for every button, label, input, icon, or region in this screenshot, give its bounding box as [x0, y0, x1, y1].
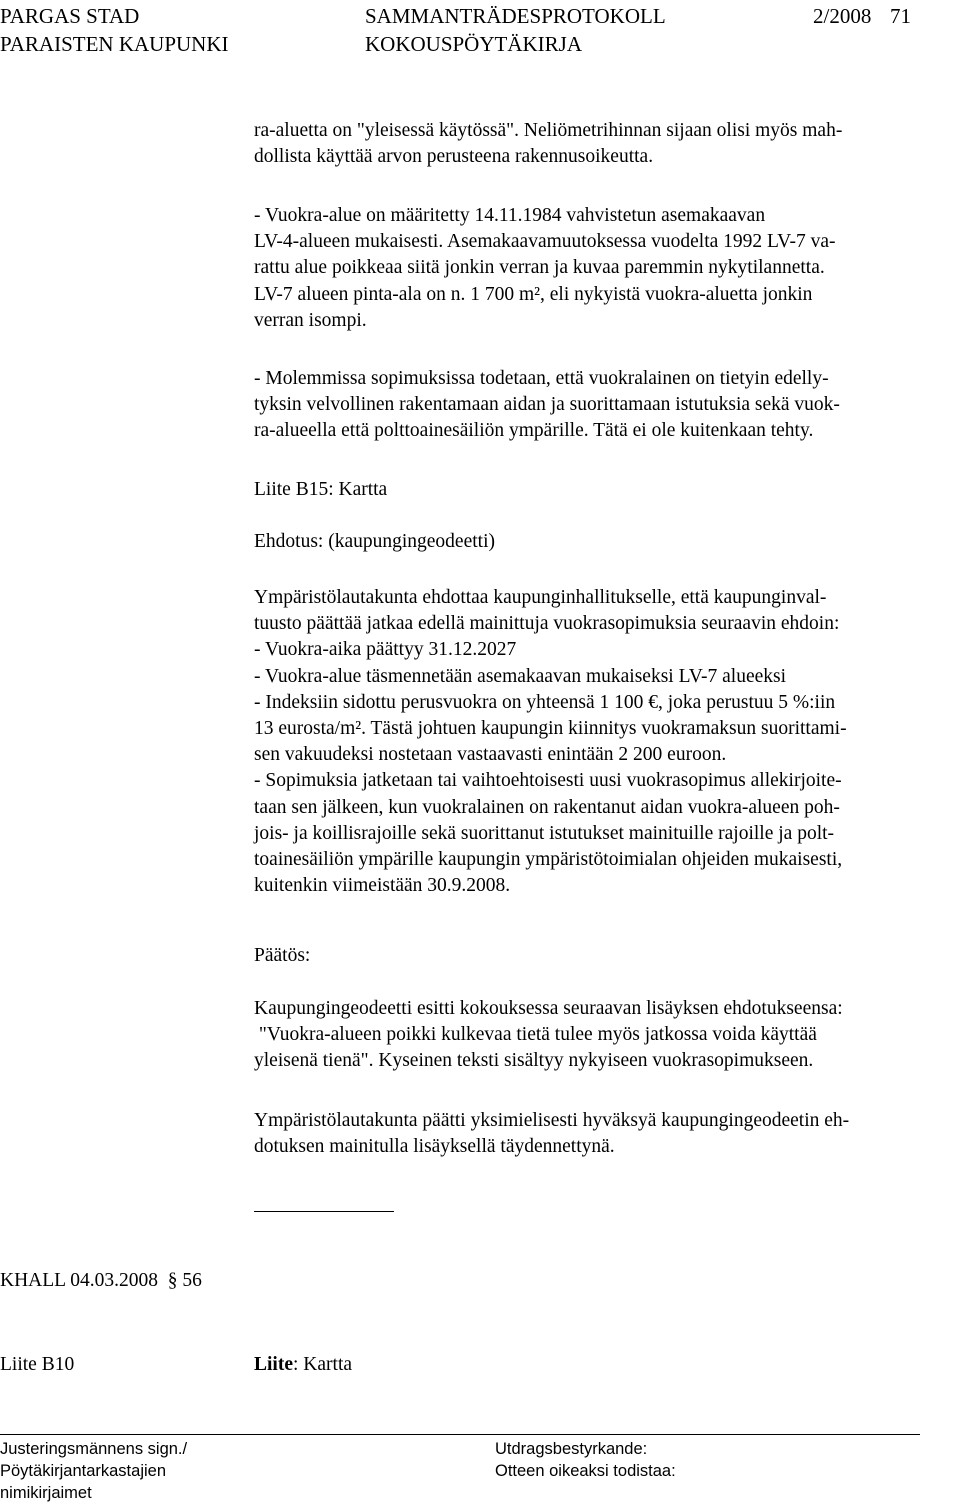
attachment-label: Liite: [254, 1354, 293, 1375]
header-org-swedish: PARGAS STAD: [0, 4, 140, 28]
khall-meeting-reference: KHALL 04.03.2008 § 56: [0, 1270, 202, 1291]
footer-signature-label-finnish-2: nimikirjaimet: [0, 1484, 92, 1502]
paragraph-lease-area: [254, 203, 835, 334]
header-org-finnish: PARAISTEN KAUPUNKI: [0, 32, 229, 56]
paragraph-decision: [254, 1108, 849, 1160]
header-page-number: 71: [890, 4, 911, 28]
text-line: ra-alueella että polttoainesäiliön ympärille. Tätä ei ole kuitenkaan tehty.: [254, 420, 814, 442]
footer-extract-label-swedish: Utdragsbestyrkande:: [495, 1440, 648, 1458]
footer-divider: [0, 1434, 920, 1435]
text-line: ra-aluetta on "yleisessä käytössä". Neliömetrihinnan sijaan olisi myös mah-: [254, 120, 843, 141]
text-line: Ympäristölautakunta ehdottaa kaupunginhallitukselle, että kaupunginval-: [254, 587, 827, 608]
text-line: tyksin velvollinen rakentamaan aidan ja suorittamaan istutuksia sekä vuok-: [254, 394, 840, 416]
text-line: LV-4-alueen mukaisesti. Asemakaavamuutoksessa vuodelta 1992 LV-7 va-: [254, 231, 836, 253]
attachment-b10-reference: Liite B10: [0, 1354, 75, 1375]
signature-line: [254, 1211, 394, 1212]
text-line: tuusto päättää jatkaa edellä mainittuja vuokrasopimuksia seuraavin ehdoin:: [254, 613, 840, 635]
text-line: taan sen jälkeen, kun vuokralainen on rakentanut aidan vuokra-alueen poh-: [254, 796, 840, 818]
text-line: - Sopimuksia jatketaan tai vaihtoehtoisesti uusi vuokrasopimus allekirjoite-: [254, 770, 842, 792]
decision-heading: Päätös:: [254, 945, 311, 966]
text-line: toainesäiliön ympärille kaupungin ympäristötoimialan ohjeiden mukaisesti,: [254, 849, 843, 871]
attachment-b15: Liite B15: Kartta: [254, 479, 388, 500]
text-line: Kaupungingeodeetti esitti kokouksessa seuraavan lisäyksen ehdotukseensa:: [254, 998, 843, 1019]
attachment-text: : Kartta: [293, 1354, 353, 1375]
text-line: kuitenkin viimeistään 30.9.2008.: [254, 875, 511, 897]
paragraph-contract-obligations: [254, 366, 840, 445]
text-line: - Molemmissa sopimuksissa todetaan, että vuokralainen on tietyin edelly-: [254, 368, 829, 389]
text-line: - Vuokra-alue on määritetty 14.11.1984 vahvistetun asemakaavan: [254, 205, 766, 226]
paragraph-decision-addition: [254, 996, 843, 1075]
text-line: LV-7 alueen pinta-ala on n. 1 700 m², eli nykyistä vuokra-aluetta jonkin: [254, 283, 813, 305]
text-line: - Indeksiin sidottu perusvuokra on yhteensä 1 100 €, joka perustuu 5 %:iin: [254, 691, 836, 713]
paragraph-area-use: [254, 118, 842, 170]
paragraph-proposal: [254, 585, 847, 899]
footer-signature-label-finnish: Pöytäkirjantarkastajien: [0, 1462, 166, 1480]
text-line: "Vuokra-alueen poikki kulkevaa tietä tulee myös jatkossa voida käyttää: [254, 1024, 817, 1046]
text-line: verran isompi.: [254, 309, 367, 331]
proposal-heading: Ehdotus: (kaupungingeodeetti): [254, 531, 495, 552]
text-line: rattu alue poikkeaa siitä jonkin verran ja kuvaa paremmin nykytilannetta.: [254, 257, 825, 279]
text-line: sen vakuudeksi nostetaan vastaavasti enintään 2 200 euroon.: [254, 744, 727, 766]
footer-signature-label-swedish: Justeringsmännens sign./: [0, 1440, 188, 1458]
text-line: 13 eurosta/m². Tästä johtuen kaupungin kiinnitys vuokramaksun suorittami-: [254, 718, 847, 740]
text-line: - Vuokra-aika päättyy 31.12.2027: [254, 639, 517, 661]
attachment-map: [254, 1352, 352, 1378]
text-line: yleisenä tienä". Kyseinen teksti sisältyy nykyiseen vuokrasopimukseen.: [254, 1050, 814, 1072]
header-doc-type-finnish: KOKOUSPÖYTÄKIRJA: [365, 32, 583, 56]
footer-extract-label-finnish: Otteen oikeaksi todistaa:: [495, 1462, 676, 1480]
header-protocol-number: 2/2008: [813, 4, 872, 28]
text-line: dollista käyttää arvon perusteena rakennusoikeutta.: [254, 146, 654, 168]
text-line: jois- ja koillisrajoille sekä suorittanut istutukset mainituille rajoille ja polt-: [254, 822, 835, 844]
text-line: Ympäristölautakunta päätti yksimielisesti hyväksyä kaupungingeodeetin eh-: [254, 1110, 850, 1131]
header-doc-type-swedish: SAMMANTRÄDESPROTOKOLL: [365, 4, 666, 28]
text-line: - Vuokra-alue täsmennetään asemakaavan mukaiseksi LV-7 alueeksi: [254, 665, 787, 687]
text-line: dotuksen mainitulla lisäyksellä täydennettynä.: [254, 1136, 615, 1158]
